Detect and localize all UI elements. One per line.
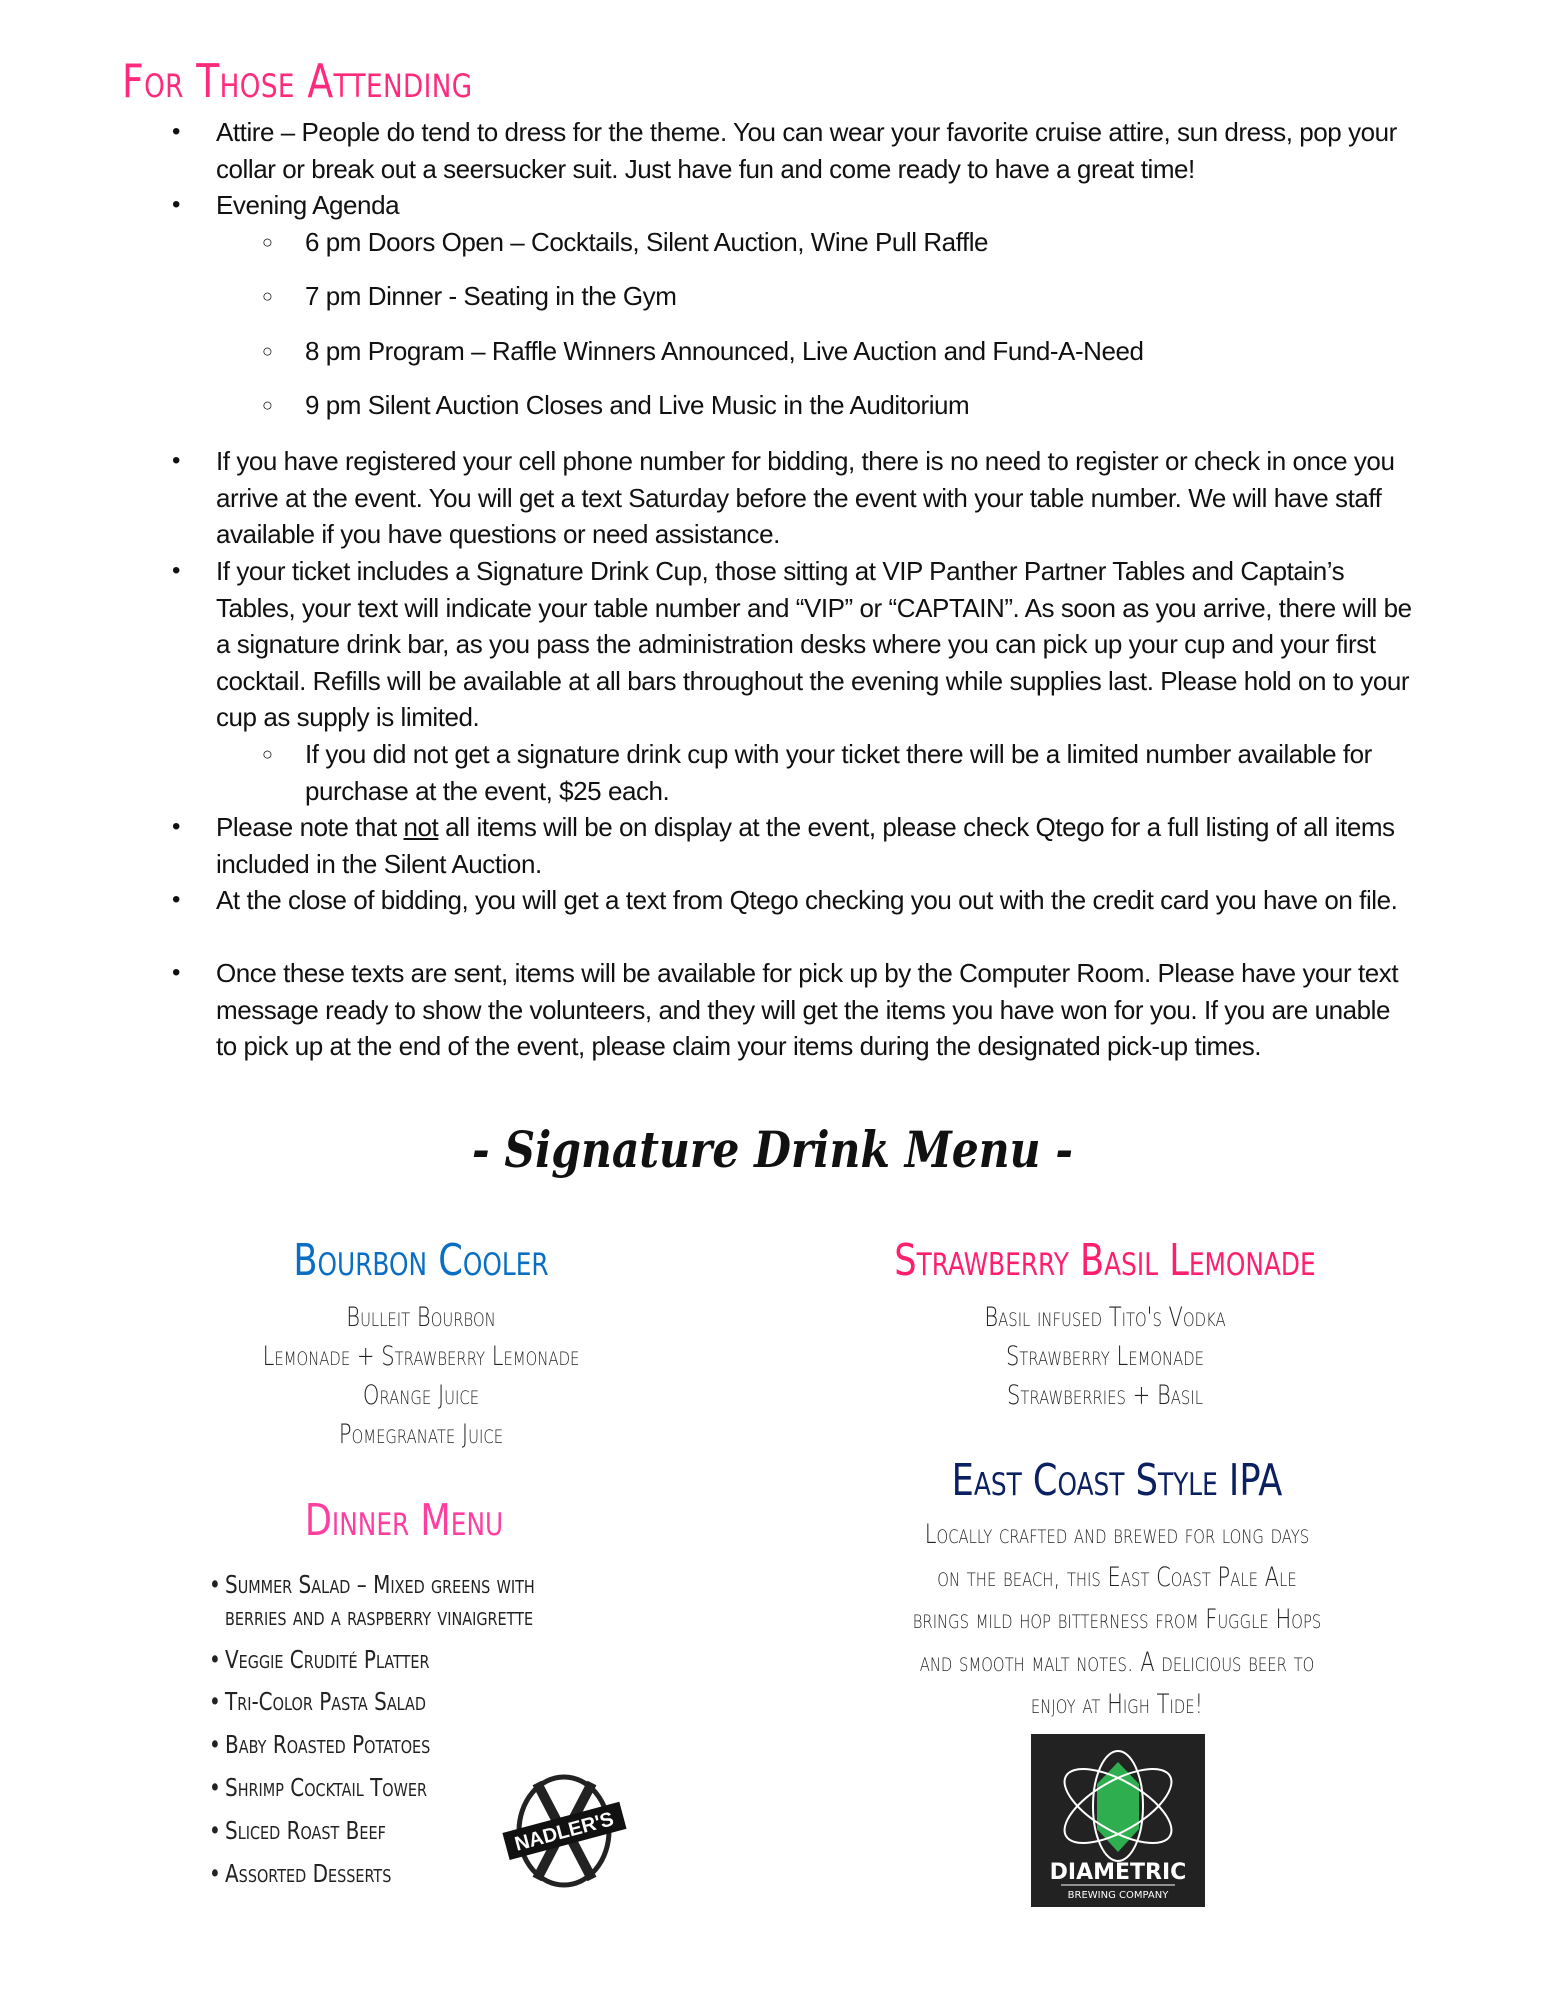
dinner-item: • Shrimp Cocktail Tower bbox=[225, 1773, 427, 1802]
ipa-description-line: brings mild hop bitterness from Fuggle Hops bbox=[912, 1604, 1322, 1635]
note-text: Please note that bbox=[216, 812, 404, 842]
agenda-item: ○ 7 pm Dinner - Seating in the Gym bbox=[305, 278, 1405, 315]
display-note-bullet bbox=[216, 809, 1416, 882]
dinner-item: • Tri-Color Pasta Salad bbox=[225, 1687, 426, 1716]
dinner-item: • Baby Roasted Potatoes bbox=[225, 1730, 430, 1759]
note-text: all items will be on display at the event, please check Qtego for a full listing of all items included in the Silent Auction. bbox=[216, 812, 1395, 879]
ingredient: Bulleit Bourbon bbox=[346, 1302, 496, 1333]
drink-cup-bullet: • If your ticket includes a Signature Drink Cup, those sitting at VIP Panther Partner Tables and Captain’s Tables, your text will indicate your table number and “VIP” or “CAPTAIN”. As soon as you arrive, there will be a signature drink bar, as you pass the administration desks where you can pick up your cup and your first cocktail. Refills will be available at all bars throughout the evening while supplies last. Please hold on to your cup as supply is limited. bbox=[216, 553, 1416, 736]
strawberry-lemonade-section bbox=[805, 1235, 1405, 1415]
ingredient: Pomegranate Juice bbox=[338, 1419, 504, 1450]
diametric-brewing-logo bbox=[1031, 1734, 1205, 1907]
agenda-bullet: • Evening Agenda bbox=[216, 187, 1416, 224]
cell-phone-bullet: • If you have registered your cell phone number for bidding, there is no need to register or check in once you arrive at the event. You will get a text Saturday before the event with your table number. We will have staff available if you have questions or need assistance. bbox=[216, 443, 1416, 553]
drink-title: Strawberry Basil Lemonade bbox=[894, 1235, 1316, 1286]
dinner-item: • Sliced Roast Beef bbox=[225, 1816, 386, 1845]
drink-title: Bourbon Cooler bbox=[293, 1235, 549, 1286]
dinner-item-continued: berries and a raspberry vinaigrette bbox=[225, 1602, 534, 1631]
nadlers-logo bbox=[502, 1773, 627, 1889]
ingredient: Basil infused Tito's Vodka bbox=[984, 1302, 1226, 1333]
nadlers-logo-text: NADLER'S bbox=[512, 1808, 617, 1856]
ingredient: Strawberry Lemonade bbox=[1005, 1341, 1205, 1372]
close-bidding-bullet: • At the close of bidding, you will get a text from Qtego checking you out with the credit card you have on file. bbox=[216, 882, 1416, 919]
ingredient: Strawberries + Basil bbox=[1007, 1380, 1203, 1411]
attire-bullet: • Attire – People do tend to dress for the theme. You can wear your favorite cruise attire, sun dress, pop your collar or break out a seersucker suit. Just have fun and come ready to have a great time! bbox=[216, 114, 1416, 187]
page-title: For Those Attending bbox=[122, 54, 473, 108]
diametric-logo-text: DIAMETRIC bbox=[1049, 1860, 1187, 1885]
agenda-item: ○ 9 pm Silent Auction Closes and Live Music in the Auditorium bbox=[305, 387, 1405, 424]
dinner-menu-title: Dinner Menu bbox=[304, 1495, 504, 1546]
ipa-title: East Coast Style IPA bbox=[951, 1455, 1283, 1506]
ipa-description-line: and smooth malt notes. A delicious beer to bbox=[919, 1646, 1315, 1678]
diametric-logo-subtext: BREWING COMPANY bbox=[1067, 1890, 1169, 1901]
dinner-item: • Veggie Crudité Platter bbox=[225, 1645, 429, 1674]
agenda-item: ○ 8 pm Program – Raffle Winners Announced, Live Auction and Fund-A-Need bbox=[305, 333, 1405, 370]
dinner-item: • Assorted Desserts bbox=[225, 1859, 391, 1888]
agenda-item: ○ 6 pm Doors Open – Cocktails, Silent Auction, Wine Pull Raffle bbox=[305, 224, 1405, 261]
ipa-description-line: Locally crafted and brewed for long days bbox=[924, 1519, 1310, 1550]
ingredient: Lemonade + Strawberry Lemonade bbox=[262, 1341, 580, 1372]
note-emphasis: not bbox=[403, 812, 439, 842]
ipa-section bbox=[817, 1455, 1417, 1727]
dinner-menu-title-wrap bbox=[204, 1495, 604, 1546]
pickup-bullet: • Once these texts are sent, items will be available for pick up by the Computer Room. Please have your text message ready to show the volunteers, and they will get the items you have won for you. If you are unable to pick up at the end of the event, please claim your items during the designated pick-up times. bbox=[216, 955, 1416, 1065]
ingredient: Orange Juice bbox=[362, 1380, 480, 1411]
ipa-description-line: enjoy at High Tide! bbox=[1030, 1689, 1204, 1720]
ipa-description-line: on the beach, this East Coast Pale Ale bbox=[937, 1561, 1297, 1593]
drink-cup-subitem: ○ If you did not get a signature drink cup with your ticket there will be a limited number available for purchase at the event, $25 each. bbox=[305, 736, 1405, 809]
dinner-item: • Summer Salad – Mixed greens with bbox=[225, 1570, 535, 1599]
signature-drink-menu-heading: - Signature Drink Menu - bbox=[471, 1120, 1074, 1179]
bourbon-cooler-section bbox=[171, 1235, 671, 1454]
